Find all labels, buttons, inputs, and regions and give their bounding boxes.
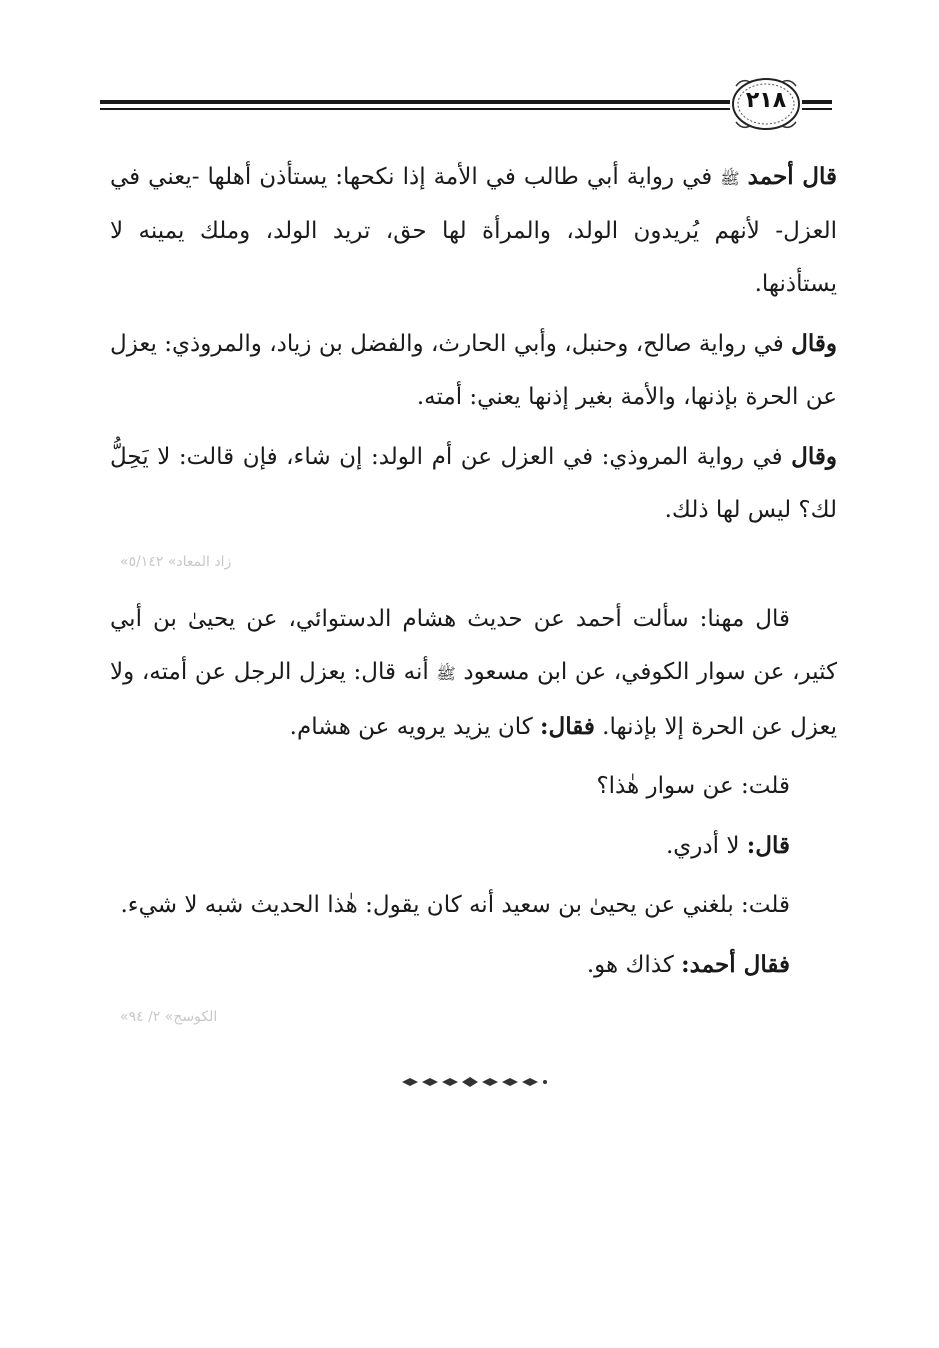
header-rule-thin: [100, 108, 730, 110]
paragraph-8: [110, 938, 837, 992]
page-number-badge: [728, 74, 804, 134]
honorific-glyph: ﷺ: [436, 664, 456, 683]
paragraph-bold: فقال أحمد:: [681, 951, 790, 978]
paragraph-bold: قال:: [746, 832, 790, 859]
paragraph-6: [110, 819, 837, 873]
paragraph-bold: فقال:: [540, 713, 595, 740]
paragraph-lead: وقال: [791, 443, 837, 470]
ornament-divider-icon: [400, 1075, 550, 1089]
header-rule-stub-thick: [802, 100, 832, 104]
paragraph-text: لا أدري.: [665, 833, 740, 859]
honorific-glyph: ﷺ: [720, 169, 740, 188]
paragraph-text: قلت: بلغني عن يحيىٰ بن سعيد أنه كان يقول: هٰذا الحديث شبه لا شيء.: [120, 892, 790, 918]
paragraph-lead: قال أحمد: [747, 163, 838, 190]
paragraph-lead: وقال: [791, 330, 837, 357]
paragraph-text: أنه قال: يعزل الرجل عن أمته، ولا يعزل عن الحرة إلا بإذنها.: [110, 659, 837, 740]
paragraph-text: في رواية المروذي: في العزل عن أم الولد: إن شاء، فإن قالت: لا يَحِلُّ لك؟ ليس لها ذلك.: [110, 444, 837, 523]
source-note: «زاد المعاد» ٥/١٤٢: [120, 554, 232, 570]
source-note: «الكوسج» ٢/ ٩٤: [120, 1009, 218, 1025]
page-header: [100, 72, 840, 142]
header-rule-stub-thin: [802, 108, 832, 110]
paragraph-text: قلت: عن سوار هٰذا؟: [596, 773, 790, 799]
paragraph-text: في رواية صالح، وحنبل، وأبي الحارث، والفضل بن زياد، والمروذي: يعزل عن الحرة بإذنها، والأمة بغير إذنها يعني: أمته.: [110, 331, 837, 410]
paragraph-3: [110, 430, 837, 537]
paragraph-text: في رواية أبي طالب في الأمة إذا نكحها: يستأذن أهلها -يعني في العزل- لأنهم يُريدون الولد، والمرأة لها حق، تريد الولد، وملك يمينه لا يستأذنها.: [110, 164, 837, 297]
paragraph-2: [110, 317, 837, 424]
page-body: [110, 150, 837, 1048]
page-number: ٢١٨: [745, 88, 787, 113]
paragraph-1: [110, 150, 837, 311]
paragraph-text: كان يزيد يرويه عن هشام.: [289, 714, 533, 740]
header-rule-thick: [100, 100, 730, 104]
paragraph-7: [110, 879, 837, 932]
paragraph-text: قال مهنا: سألت أحمد عن حديث هشام الدستوائي، عن يحيىٰ بن أبي كثير، عن سوار الكوفي، عن ابن مسعود: [110, 606, 838, 685]
paragraph-5: [110, 760, 837, 813]
paragraph-text: كذاك هو.: [586, 952, 674, 978]
paragraph-4: [110, 593, 837, 754]
